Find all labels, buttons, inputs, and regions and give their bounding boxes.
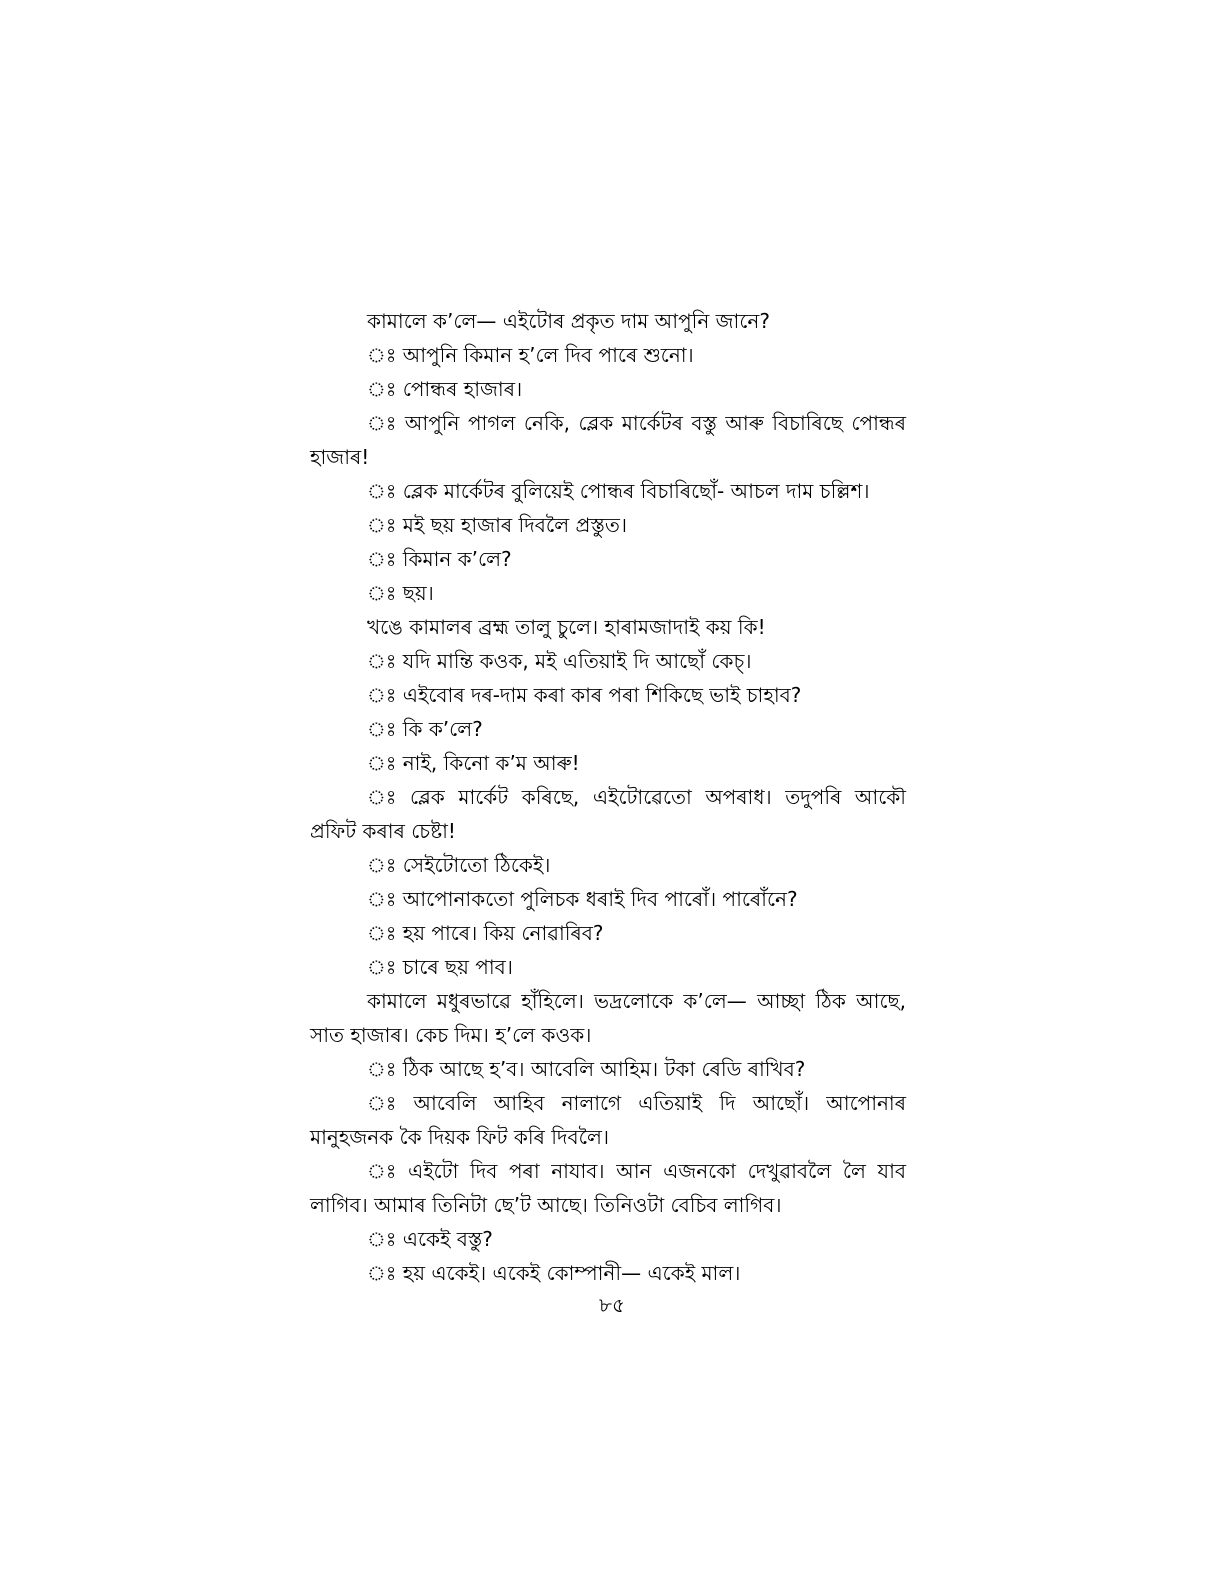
paragraph: ঃ সেইটোতো ঠিকেই।	[367, 853, 551, 877]
paragraph: ঃ মই ছয় হাজাৰ দিবলৈ প্ৰস্তুত।	[367, 513, 627, 537]
paragraph: ঃ হয় একেই। একেই কোম্পানী— একেই মাল।	[367, 1261, 741, 1285]
paragraph: ঃ আপোনাকতো পুলিচক ধৰাই দিব পাৰোঁ। পাৰোঁনে?	[367, 887, 798, 911]
paragraph: ঃ নাই, কিনো ক’ম আৰু!	[367, 751, 580, 775]
paragraph: ঃ যদি মান্তি কওক, মই এতিয়াই দি আছোঁ কেচ্।	[367, 649, 752, 673]
paragraph: ঃ পোন্ধৰ হাজাৰ।	[367, 377, 523, 401]
paragraph: কামালে ক’লে— এইটোৰ প্ৰকৃত দাম আপুনি জানে?	[367, 309, 770, 333]
body-text	[310, 304, 906, 1290]
paragraph: কামালে মধুৰভাৱে হাঁহিলে। ভদ্ৰলোকে ক’লে— আচ্ছা ঠিক আছে, সাত হাজাৰ। কেচ দিম। হ’লে কওক।	[310, 989, 906, 1047]
paragraph: ঃ ঠিক আছে হ’ব। আবেলি আহিম। টকা ৰেডি ৰাখিব?	[367, 1057, 806, 1081]
paragraph: ঃ কিমান ক’লে?	[367, 547, 512, 571]
paragraph: ঃ এইবোৰ দৰ-দাম কৰা কাৰ পৰা শিকিছে ভাই চাহাব?	[367, 683, 802, 707]
paragraph: ঃ একেই বস্তু?	[367, 1227, 493, 1251]
page-number: ৮৫	[599, 1293, 625, 1317]
paragraph: ঃ এইটো দিব পৰা নাযাব। আন এজনকো দেখুৱাবলৈ লৈ যাব লাগিব। আমাৰ তিনিটা ছে’ট আছে। তিনিওটা বেচিব লাগিব।	[310, 1159, 906, 1217]
paragraph: ঃ কি ক’লে?	[367, 717, 483, 741]
paragraph: ঃ আবেলি আহিব নালাগে এতিয়াই দি আছোঁ। আপোনাৰ মানুহজনক কৈ দিয়ক ফিট কৰি দিবলৈ।	[310, 1091, 906, 1149]
paragraph: ঃ আপুনি কিমান হ’লে দিব পাৰে শুনো।	[367, 343, 694, 367]
paragraph: খঙে কামালৰ ব্ৰহ্ম তালু চুলে। হাৰামজাদাই কয় কি!	[367, 615, 766, 639]
paragraph: ঃ ব্লেক মাৰ্কেট কৰিছে, এইটোৱেতো অপৰাধ। তদুপৰি আকৌ প্ৰফিট কৰাৰ চেষ্টা!	[310, 785, 906, 843]
paragraph: ঃ চাৰে ছয় পাব।	[367, 955, 513, 979]
paragraph: ঃ আপুনি পাগল নেকি, ব্লেক মাৰ্কেটৰ বস্তু আৰু বিচাৰিছে পোন্ধৰ হাজাৰ!	[310, 411, 906, 469]
paragraph: ঃ ছয়।	[367, 581, 434, 605]
paragraph: ঃ ব্লেক মাৰ্কেটৰ বুলিয়েই পোন্ধৰ বিচাৰিছোঁ- আচল দাম চল্লিশ।	[367, 479, 870, 503]
paragraph: ঃ হয় পাৰে। কিয় নোৱাৰিব?	[367, 921, 604, 945]
